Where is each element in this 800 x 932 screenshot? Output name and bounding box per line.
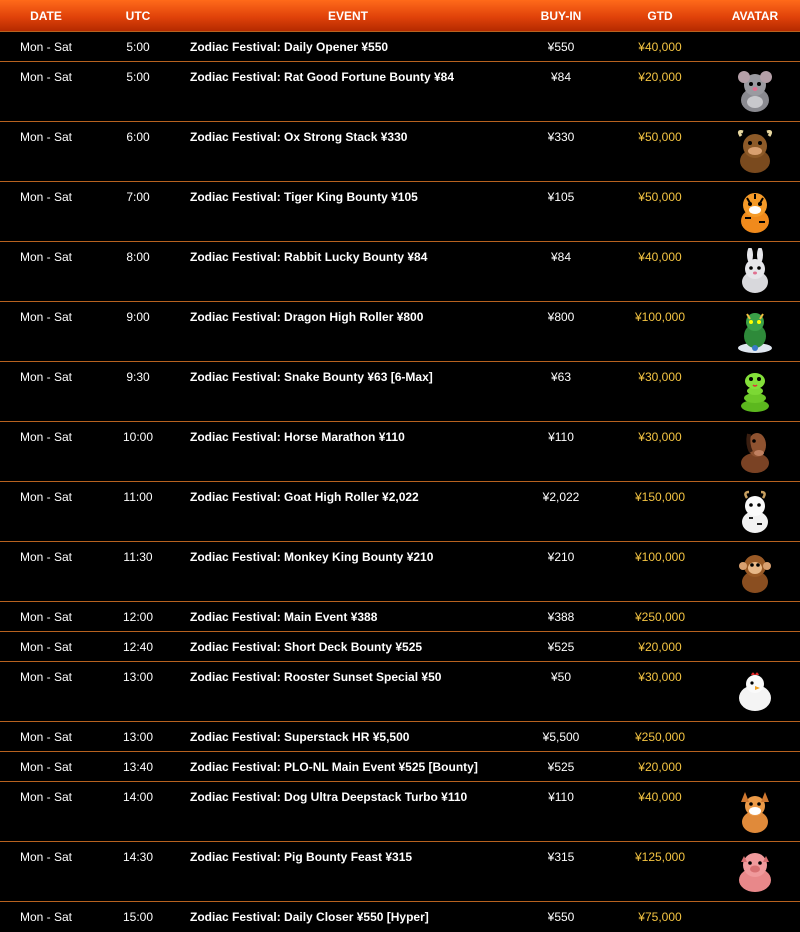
event-cell: Zodiac Festival: Superstack HR ¥5,500 xyxy=(190,730,410,744)
date-cell: Mon - Sat xyxy=(19,310,73,324)
table-row xyxy=(0,121,800,181)
avatar-cell xyxy=(710,122,800,181)
header-utc: UTC xyxy=(125,8,151,23)
gtd-cell: ¥250,000 xyxy=(634,610,686,624)
date-cell: Mon - Sat xyxy=(19,760,73,774)
pig-icon xyxy=(733,848,777,894)
date-cell: Mon - Sat xyxy=(19,430,73,444)
buyin-cell: ¥525 xyxy=(547,640,575,654)
gtd-cell: ¥50,000 xyxy=(638,190,682,204)
utc-cell: 11:00 xyxy=(123,490,153,504)
utc-cell: 12:00 xyxy=(122,610,154,624)
buyin-cell: ¥330 xyxy=(547,130,575,144)
buyin-cell: ¥388 xyxy=(547,610,575,624)
gtd-cell: ¥100,000 xyxy=(634,550,686,564)
date-cell: Mon - Sat xyxy=(19,730,73,744)
event-cell: Zodiac Festival: Snake Bounty ¥63 [6-Max] xyxy=(190,370,433,384)
utc-cell: 7:00 xyxy=(126,190,150,204)
event-cell: Zodiac Festival: Pig Bounty Feast ¥315 xyxy=(190,850,413,864)
gtd-cell: ¥30,000 xyxy=(638,370,682,384)
rooster-icon xyxy=(733,668,777,714)
table-row xyxy=(0,481,800,541)
buyin-cell: ¥110 xyxy=(548,790,574,804)
header-avatar: AVATAR xyxy=(731,8,779,23)
event-cell: Zodiac Festival: Monkey King Bounty ¥210 xyxy=(190,550,434,564)
table-row xyxy=(0,31,800,61)
utc-cell: 14:30 xyxy=(122,850,154,864)
table-header xyxy=(0,0,800,31)
utc-cell: 5:00 xyxy=(126,70,150,84)
table-row xyxy=(0,901,800,931)
avatar-cell xyxy=(710,722,800,751)
event-cell: Zodiac Festival: PLO-NL Main Event ¥525 [Bounty] xyxy=(190,760,478,774)
snake-icon xyxy=(733,368,777,414)
buyin-cell: ¥800 xyxy=(547,310,575,324)
gtd-cell: ¥40,000 xyxy=(638,790,682,804)
avatar-cell xyxy=(710,302,800,361)
avatar-cell xyxy=(710,602,800,631)
buyin-cell: ¥525 xyxy=(547,760,575,774)
table-row xyxy=(0,631,800,661)
avatar-cell xyxy=(710,842,800,901)
event-cell: Zodiac Festival: Ox Strong Stack ¥330 xyxy=(190,130,408,144)
gtd-cell: ¥250,000 xyxy=(634,730,686,744)
date-cell: Mon - Sat xyxy=(19,130,73,144)
gtd-cell: ¥50,000 xyxy=(638,130,682,144)
event-cell: Zodiac Festival: Daily Opener ¥550 xyxy=(190,40,389,54)
table-row xyxy=(0,181,800,241)
date-cell: Mon - Sat xyxy=(19,910,73,924)
table-row xyxy=(0,721,800,751)
utc-cell: 10:00 xyxy=(122,430,154,444)
date-cell: Mon - Sat xyxy=(19,550,73,564)
date-cell: Mon - Sat xyxy=(19,490,73,504)
gtd-cell: ¥30,000 xyxy=(638,670,682,684)
buyin-cell: ¥84 xyxy=(550,250,572,264)
rabbit-icon xyxy=(733,248,777,294)
buyin-cell: ¥105 xyxy=(547,190,575,204)
header-buyin: BUY-IN xyxy=(540,8,582,23)
tiger-icon xyxy=(733,188,777,234)
monkey-icon xyxy=(733,548,777,594)
utc-cell: 9:00 xyxy=(126,310,150,324)
buyin-cell: ¥210 xyxy=(547,550,575,564)
event-cell: Zodiac Festival: Rabbit Lucky Bounty ¥84 xyxy=(190,250,428,264)
avatar-cell xyxy=(710,542,800,601)
utc-cell: 15:00 xyxy=(122,910,154,924)
buyin-cell: ¥5,500 xyxy=(542,730,580,744)
utc-cell: 13:00 xyxy=(122,730,154,744)
utc-cell: 11:30 xyxy=(123,550,153,564)
table-row xyxy=(0,751,800,781)
avatar-cell xyxy=(710,902,800,931)
gtd-cell: ¥100,000 xyxy=(634,310,686,324)
avatar-cell xyxy=(710,752,800,781)
table-row xyxy=(0,301,800,361)
rat-icon xyxy=(733,68,777,114)
gtd-cell: ¥125,000 xyxy=(634,850,686,864)
buyin-cell: ¥84 xyxy=(550,70,572,84)
table-row xyxy=(0,541,800,601)
utc-cell: 9:30 xyxy=(126,370,150,384)
gtd-cell: ¥20,000 xyxy=(638,640,682,654)
goat-icon xyxy=(733,488,777,534)
avatar-cell xyxy=(710,62,800,121)
event-cell: Zodiac Festival: Dog Ultra Deepstack Turbo ¥110 xyxy=(190,790,468,804)
table-row xyxy=(0,781,800,841)
table-row xyxy=(0,421,800,481)
date-cell: Mon - Sat xyxy=(19,610,73,624)
utc-cell: 14:00 xyxy=(122,790,154,804)
event-cell: Zodiac Festival: Goat High Roller ¥2,022 xyxy=(190,490,419,504)
buyin-cell: ¥315 xyxy=(547,850,575,864)
buyin-cell: ¥2,022 xyxy=(542,490,580,504)
event-cell: Zodiac Festival: Horse Marathon ¥110 xyxy=(190,430,405,444)
table-row xyxy=(0,61,800,121)
avatar-cell xyxy=(710,482,800,541)
buyin-cell: ¥50 xyxy=(550,670,572,684)
table-row xyxy=(0,601,800,631)
event-cell: Zodiac Festival: Daily Closer ¥550 [Hyper] xyxy=(190,910,429,924)
table-row xyxy=(0,841,800,901)
avatar-cell xyxy=(710,362,800,421)
utc-cell: 8:00 xyxy=(126,250,150,264)
date-cell: Mon - Sat xyxy=(19,40,73,54)
event-cell: Zodiac Festival: Rat Good Fortune Bounty ¥84 xyxy=(190,70,455,84)
date-cell: Mon - Sat xyxy=(19,70,73,84)
gtd-cell: ¥150,000 xyxy=(634,490,686,504)
avatar-cell xyxy=(710,782,800,841)
gtd-cell: ¥20,000 xyxy=(638,760,682,774)
header-gtd: GTD xyxy=(647,8,673,23)
utc-cell: 13:40 xyxy=(122,760,154,774)
buyin-cell: ¥550 xyxy=(547,910,575,924)
event-cell: Zodiac Festival: Tiger King Bounty ¥105 xyxy=(190,190,418,204)
avatar-cell xyxy=(710,242,800,301)
gtd-cell: ¥40,000 xyxy=(638,250,682,264)
event-cell: Zodiac Festival: Dragon High Roller ¥800 xyxy=(190,310,424,324)
date-cell: Mon - Sat xyxy=(19,640,73,654)
date-cell: Mon - Sat xyxy=(19,790,73,804)
utc-cell: 12:40 xyxy=(122,640,154,654)
date-cell: Mon - Sat xyxy=(19,670,73,684)
header-event: EVENT xyxy=(327,8,368,23)
table-row xyxy=(0,661,800,721)
horse-icon xyxy=(733,428,777,474)
utc-cell: 13:00 xyxy=(122,670,154,684)
event-cell: Zodiac Festival: Short Deck Bounty ¥525 xyxy=(190,640,423,654)
buyin-cell: ¥110 xyxy=(548,430,574,444)
buyin-cell: ¥63 xyxy=(550,370,572,384)
utc-cell: 6:00 xyxy=(126,130,150,144)
gtd-cell: ¥40,000 xyxy=(638,40,682,54)
table-row xyxy=(0,361,800,421)
utc-cell: 5:00 xyxy=(126,40,150,54)
avatar-cell xyxy=(710,662,800,721)
avatar-cell xyxy=(710,182,800,241)
gtd-cell: ¥75,000 xyxy=(638,910,682,924)
gtd-cell: ¥20,000 xyxy=(638,70,682,84)
avatar-cell xyxy=(710,632,800,661)
gtd-cell: ¥30,000 xyxy=(638,430,682,444)
date-cell: Mon - Sat xyxy=(19,850,73,864)
avatar-cell xyxy=(710,32,800,61)
event-cell: Zodiac Festival: Main Event ¥388 xyxy=(190,610,378,624)
avatar-cell xyxy=(710,422,800,481)
dog-icon xyxy=(733,788,777,834)
header-date: DATE xyxy=(30,8,62,23)
date-cell: Mon - Sat xyxy=(19,190,73,204)
table-row xyxy=(0,241,800,301)
dragon-icon xyxy=(733,308,777,354)
table-body xyxy=(0,31,800,931)
buyin-cell: ¥550 xyxy=(547,40,575,54)
event-cell: Zodiac Festival: Rooster Sunset Special ¥50 xyxy=(190,670,442,684)
ox-icon xyxy=(733,128,777,174)
date-cell: Mon - Sat xyxy=(19,250,73,264)
date-cell: Mon - Sat xyxy=(19,370,73,384)
